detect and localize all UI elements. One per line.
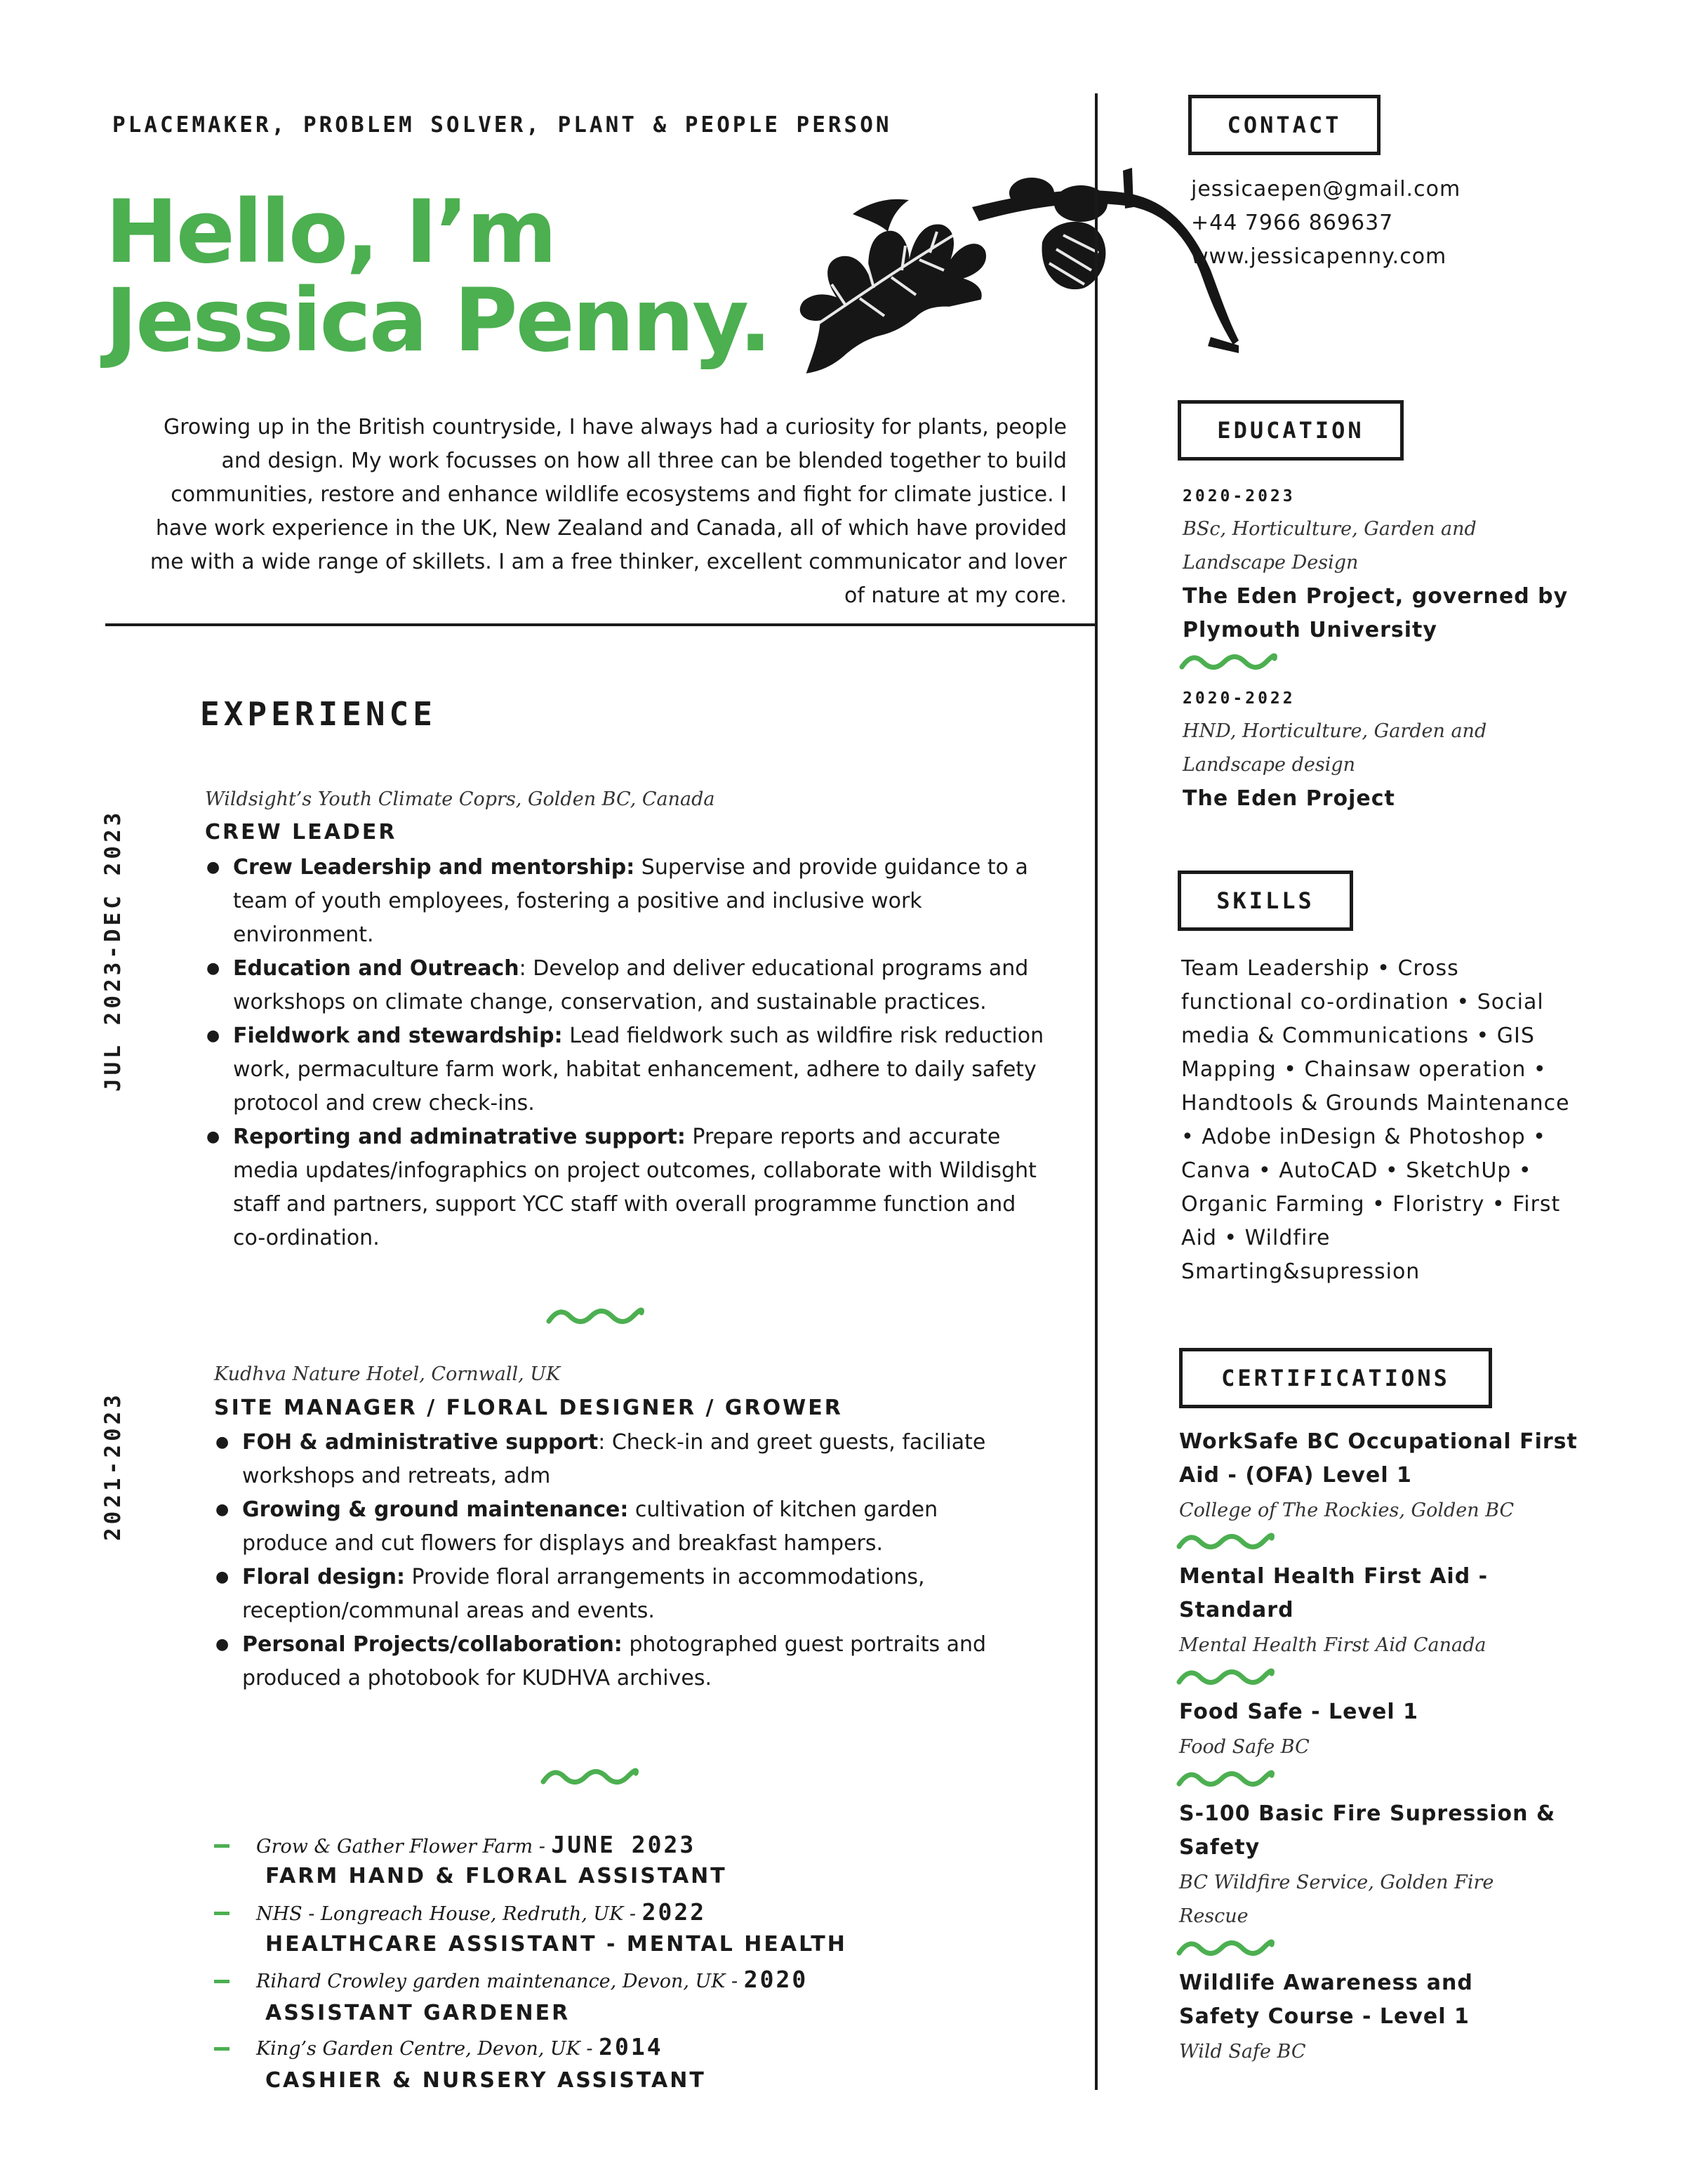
cert-3-title: Food Safe - Level 1	[1179, 1700, 1418, 1724]
past-role-4-dash	[214, 2047, 230, 2051]
past-role-2-dash	[214, 1912, 230, 1915]
job-1-bullet-1	[204, 851, 1046, 952]
job-2-org: Kudhva Nature Hotel, Cornwall, UK	[214, 1363, 561, 1385]
bullet-text: : Check-in and greet guests, faciliate workshops and retreats, adm	[242, 1430, 986, 1488]
squiggle-divider	[1176, 1533, 1275, 1551]
job-1-bullets	[204, 851, 1046, 1255]
past-role-1-year: JUNE 2023	[551, 1831, 696, 1858]
intro-paragraph: Growing up in the British countryside, I have always had a curiosity for plants, people and design. My work focusses on how all three can be blended together to build communities, restore and enhance wildlife ecosystems and fight for climate justice. I have work experience in the UK, New Zealand and Canada, all of which have provided me with a wide range of skillets. I am a free thinker, excellent communicator and lover of nature at my core.	[149, 415, 1067, 608]
past-role-4-title: CASHIER & NURSERY ASSISTANT	[265, 2068, 706, 2093]
cert-1-org: College of The Rockies, Golden BC	[1179, 1500, 1515, 1521]
greeting-heading	[105, 182, 770, 371]
past-role-2-title: HEALTHCARE ASSISTANT - MENTAL HEALTH	[265, 1932, 847, 1957]
past-role-3-org: Rihard Crowley garden maintenance, Devon, UK -	[256, 1971, 744, 1992]
oak-leaf-acorn-illustration	[761, 165, 1239, 383]
squiggle-divider	[540, 1768, 639, 1786]
job-2-bullet-4	[213, 1628, 999, 1695]
bullet-text: Prepare reports and accurate media updates/infographics on project outcomes, collaborate with Wildisght staff and partners, support YCC staff with overall programme function and co-ordination.	[233, 1125, 1037, 1250]
bullet-text: Supervise and provide guidance to a team of youth employees, fostering a positive and inclusive work environment.	[233, 855, 1028, 947]
past-role-1-dash	[214, 1844, 230, 1848]
squiggle-divider	[546, 1307, 644, 1325]
cert-3-org: Food Safe BC	[1179, 1736, 1310, 1758]
skills-list: Team Leadership • Cross functional co-ordination • Social media & Communications • GIS Mapping • Chainsaw operation • Handtools & Grounds Maintenance • Adobe inDesign & Photoshop • Canva • AutoCAD • SketchUp • Organic Farming • Floristry • First Aid • Wildfire Smarting&supression	[1181, 956, 1570, 1284]
bullet-bold: Crew Leadership and mentorship:	[233, 855, 635, 880]
past-role-4-year: 2014	[599, 2033, 663, 2060]
bullet-bold: Reporting and adminatrative support:	[233, 1125, 686, 1149]
job-2-dates: 2021-2023	[100, 1391, 126, 1541]
skills-heading: SKILLS	[1178, 871, 1353, 931]
job-2-bullet-3	[213, 1561, 999, 1628]
intro-divider	[105, 623, 1098, 626]
squiggle-divider	[1176, 1668, 1275, 1686]
column-divider	[1095, 93, 1098, 2090]
job-1-bullet-4	[204, 1120, 1046, 1255]
bullet-text: Lead fieldwork such as wildfire risk reduction work, permaculture farm work, habitat enhancement, adhere to daily safety protocol and crew check-ins.	[233, 1024, 1044, 1116]
name-dot: .	[738, 270, 770, 371]
education-1-degree: BSc, Horticulture, Garden and Landscape Design	[1183, 518, 1477, 574]
job-1-org: Wildsight’s Youth Climate Coprs, Golden BC, Canada	[205, 788, 715, 810]
cert-2-title: Mental Health First Aid - Standard	[1179, 1564, 1489, 1622]
experience-heading: EXPERIENCE	[200, 695, 437, 733]
squiggle-divider	[1176, 1939, 1275, 1957]
past-role-3-title: ASSISTANT GARDENER	[265, 2001, 571, 2025]
cert-4-title: S-100 Basic Fire Supression & Safety	[1179, 1801, 1556, 1860]
past-role-1-title: FARM HAND & FLORAL ASSISTANT	[265, 1864, 727, 1888]
tagline: PLACEMAKER, PROBLEM SOLVER, PLANT & PEOPLE PERSON	[112, 112, 892, 138]
past-role-4-org: King’s Garden Centre, Devon, UK -	[256, 2038, 599, 2060]
contact-heading: CONTACT	[1188, 95, 1381, 155]
past-role-2-line	[256, 1898, 706, 1926]
squiggle-divider	[1179, 653, 1277, 671]
past-role-2-year: 2022	[641, 1898, 707, 1926]
education-2-dates: 2020-2022	[1183, 689, 1296, 708]
cert-1-title: WorkSafe BC Occupational First Aid - (OFA) Level 1	[1179, 1429, 1578, 1488]
certifications-heading: CERTIFICATIONS	[1179, 1348, 1492, 1408]
cert-5-title: Wildlife Awareness and Safety Course - Level 1	[1179, 1971, 1473, 2029]
past-role-1-org: Grow & Gather Flower Farm -	[256, 1836, 552, 1858]
education-1-dates: 2020-2023	[1183, 487, 1296, 505]
job-2-bullet-2	[213, 1493, 999, 1561]
bullet-text: : Develop and deliver educational programs and workshops on climate change, conservation, and sustainable practices.	[233, 956, 1029, 1014]
job-1-dates: JUL 2023-DEC 2023	[100, 809, 126, 1092]
job-2-bullets	[213, 1426, 999, 1695]
cert-4-org: BC Wildfire Service, Golden Fire Rescue	[1179, 1872, 1494, 1927]
job-1-bullet-2	[204, 952, 1046, 1019]
cert-5-org: Wild Safe BC	[1179, 2041, 1306, 2063]
bullet-text: photographed guest portraits and produced a photobook for KUDHVA archives.	[242, 1632, 987, 1690]
past-role-3-year: 2020	[743, 1966, 809, 1993]
education-heading: EDUCATION	[1178, 400, 1404, 461]
greeting-line-2	[105, 270, 770, 371]
bullet-bold: Fieldwork and stewardship:	[233, 1024, 563, 1048]
education-1-institution: The Eden Project, governed by Plymouth University	[1183, 584, 1569, 642]
past-role-3-line	[256, 1966, 808, 1993]
job-1-role: CREW LEADER	[205, 820, 397, 845]
bullet-text: cultivation of kitchen garden produce and cut flowers for displays and breakfast hampers.	[242, 1497, 938, 1556]
job-2-bullet-1	[213, 1426, 999, 1493]
education-2-degree: HND, Horticulture, Garden and Landscape design	[1183, 720, 1487, 776]
bullet-bold: Growing & ground maintenance:	[242, 1497, 629, 1522]
past-role-3-dash	[214, 1980, 230, 1983]
contact-email[interactable]: jessicaepen@gmail.com	[1191, 177, 1461, 201]
greeting-line-1: Hello, I’m	[105, 182, 555, 283]
bullet-bold: Personal Projects/collaboration:	[242, 1632, 623, 1657]
bullet-text: Provide floral arrangements in accommodations, reception/communal areas and events.	[242, 1565, 925, 1623]
contact-website[interactable]: www.jessicapenny.com	[1191, 244, 1447, 269]
bullet-bold: Education and Outreach	[233, 956, 519, 981]
past-role-1-line	[256, 1831, 696, 1858]
job-2-role: SITE MANAGER / FLORAL DESIGNER / GROWER	[214, 1396, 843, 1420]
past-role-2-org: NHS - Longreach House, Redruth, UK -	[256, 1903, 642, 1925]
contact-phone[interactable]: +44 7966 869637	[1191, 211, 1394, 235]
bullet-bold: FOH & administrative support	[242, 1430, 599, 1455]
education-2-institution: The Eden Project	[1183, 786, 1395, 811]
cert-2-org: Mental Health First Aid Canada	[1179, 1634, 1486, 1656]
bullet-bold: Floral design:	[242, 1565, 405, 1589]
job-1-bullet-3	[204, 1019, 1046, 1120]
name-text: Jessica Penny	[105, 270, 739, 371]
squiggle-divider	[1176, 1770, 1275, 1788]
past-role-4-line	[256, 2033, 663, 2060]
